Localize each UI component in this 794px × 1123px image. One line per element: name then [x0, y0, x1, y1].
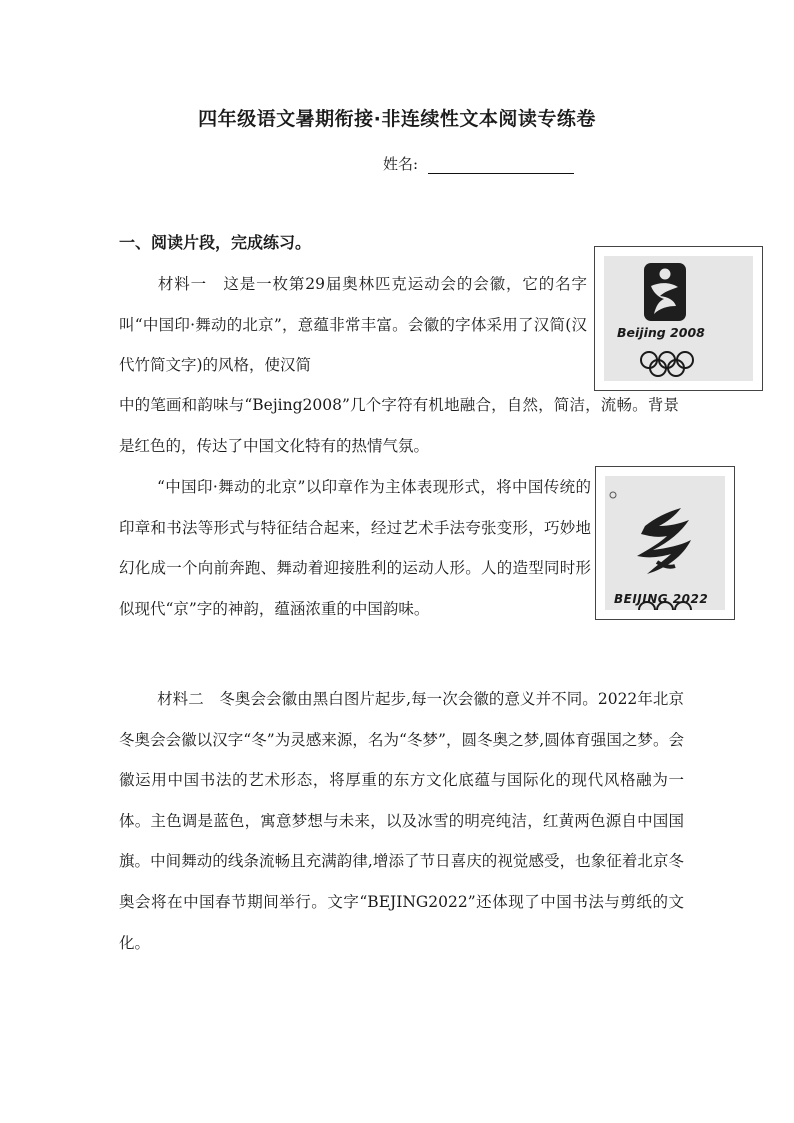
beijing-2022-emblem [595, 466, 735, 620]
material2-text: 材料二 冬奥会会徽由黑白图片起步,每一次会徽的意义并不同。2022年北京冬奥会会徽以汉字“冬”为灵感来源，名为“冬梦”，圆冬奥之梦,圆体育强国之梦。会徽运用中国书法的艺术形态，将厚重的东方文化底蕴与国际化的现代风格融为一体。主色调是蓝色，寓意梦想与未来，以及冰雪的明亮纯洁，红黄两色源自中国国旗。中间舞动的线条流畅且充满韵律,增添了节日喜庆的视觉感受，也象征着北京冬奥会将在中国春节期间举行。文字“BEJING2022”还体现了中国书法与剪纸的文化。 [119, 690, 684, 952]
olympic-rings-icon [641, 352, 693, 376]
beijing-2008-logo-text: Beijing 2008 [617, 325, 705, 340]
beijing-2022-logo-text: BEIJING 2022 [614, 592, 709, 606]
beijing-2008-emblem [594, 246, 763, 391]
material1-paragraph-1-continued [119, 385, 679, 466]
beijing-2022-emblem-image [605, 476, 725, 610]
name-label: 姓名: [383, 155, 419, 173]
material1-paragraph-1 [119, 264, 587, 386]
page-title: 四年级语文暑期衔接·非连续性文本阅读专练卷 [198, 108, 596, 130]
winter-dream-emblem-icon [605, 476, 725, 610]
material2-paragraph [119, 679, 684, 963]
material1-text-3: “中国印·舞动的北京”以印章作为主体表现形式，将中国传统的印章和书法等形式与特征结合起来，经过艺术手法夸张变形，巧妙地幻化成一个向前奔跑、舞动着迎接胜利的运动人形。人的造型同时形似现代“京”字的神韵，蕴涵浓重的中国韵味。 [119, 478, 591, 618]
beijing-2008-emblem-image [604, 256, 753, 381]
material1-paragraph-2 [119, 467, 591, 629]
material1-text-2: 中的笔画和韵味与“Bejing2008”几个字符有机地融合，自然，简洁，流畅。背景是红色的，传达了中国文化特有的热情气氛。 [119, 396, 679, 455]
name-blank-line[interactable] [428, 155, 574, 174]
name-field-row [383, 150, 574, 174]
section-heading: 一、阅读片段，完成练习。 [119, 233, 312, 252]
dancing-beijing-seal-icon [604, 256, 753, 381]
material1-text-1: 材料一 这是一枚第29届奥林匹克运动会的会徽，它的名字叫“中国印·舞动的北京”，意蕴非常丰富。会徽的字体采用了汉简(汉代竹简文字)的风格，使汉简 [119, 275, 587, 375]
